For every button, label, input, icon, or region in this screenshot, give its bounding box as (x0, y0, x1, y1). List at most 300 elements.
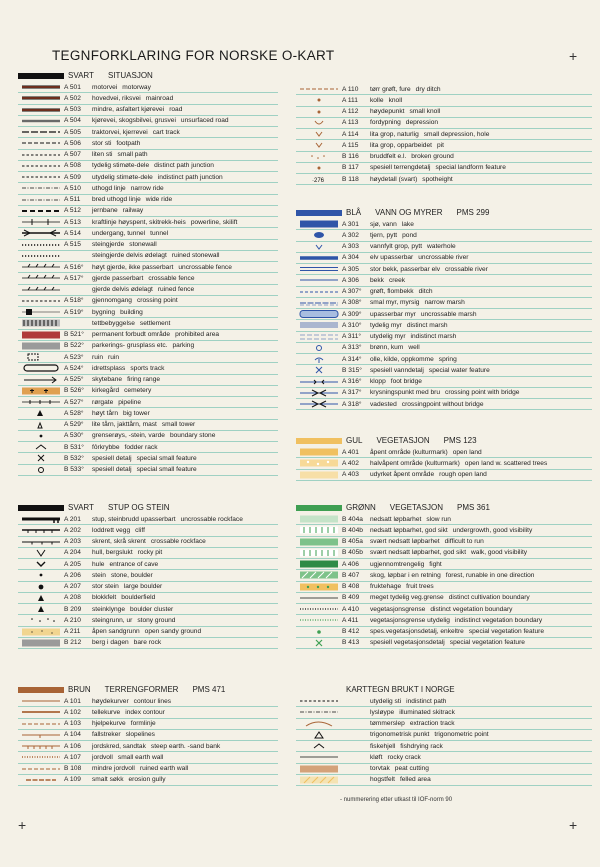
legend-label-en: ruined fence (157, 286, 195, 294)
legend-label-en: crossing point (136, 297, 178, 305)
section-color-swatch (18, 687, 64, 693)
legend-label-en: indistinct vegetation boundary (454, 616, 543, 624)
section-heading-label: PMS 361 (456, 503, 490, 512)
legend-code: A 518° (64, 297, 84, 305)
brown-line-symbol-icon (18, 697, 64, 706)
legend-code: A 519° (64, 308, 84, 316)
legend-row (296, 365, 592, 376)
hatch-symbol-icon (18, 319, 64, 328)
brown-dot-symbol-icon (296, 96, 342, 105)
triangle-symbol-icon (296, 730, 342, 739)
legend-code: A 314° (342, 355, 362, 363)
brown-dash-symbol-icon (296, 85, 342, 94)
legend-row (18, 206, 278, 217)
legend-row (18, 285, 278, 296)
legend-label-no: meget tydelig veg.grense (370, 594, 444, 602)
legend-row (296, 604, 592, 615)
legend-code: B 521° (64, 331, 84, 339)
legend-label-en: unsurfaced road (180, 117, 229, 125)
legend-label-no: vegetasjonsgrense (370, 605, 426, 613)
legend-row (18, 741, 278, 752)
legend-label-en: building (120, 308, 143, 316)
legend-label-no: nedsatt løpbarhet, god sikt (370, 526, 448, 534)
legend-row (18, 150, 278, 161)
legend-row (18, 764, 278, 775)
green-dark-symbol-icon (296, 560, 342, 569)
blue-hatch-light-symbol-icon (296, 332, 342, 341)
legend-row (296, 525, 592, 536)
legend-label-no: utydelig stimøte-dele (92, 173, 153, 181)
legend-label-en: difficult to run (444, 538, 484, 546)
x-symbol-icon (18, 454, 64, 463)
power-symbol-icon (18, 218, 64, 227)
section-color-swatch (18, 505, 64, 511)
legend-label-en: contour lines (133, 697, 172, 705)
legend-code: A 510 (64, 184, 81, 192)
cliff-big-symbol-icon (18, 515, 64, 524)
blue-spring-symbol-icon (296, 355, 342, 364)
legend-label-en: ditch (418, 288, 433, 296)
legend-label-en: settlement (139, 319, 171, 327)
legend-code: A 402 (342, 459, 359, 467)
sandy-symbol-icon (18, 627, 64, 636)
legend-label-no: hogstfelt (370, 776, 395, 784)
legend-label-no: utydelig myr (370, 333, 406, 341)
legend-code: A 515 (64, 241, 81, 249)
legend-label-no: hovedvei, riksvei (92, 94, 141, 102)
legend-row (296, 230, 592, 241)
green-x-symbol-icon (296, 638, 342, 647)
legend-label-no: berg i dagen (92, 639, 129, 647)
legend-row (296, 638, 592, 649)
legend-label-no: steingrunn, ur (92, 616, 133, 624)
green-light-symbol-icon (296, 515, 342, 524)
legend-label-en: formlinje (130, 720, 156, 728)
brown-v-symbol-icon (296, 141, 342, 150)
fence-symbol-icon (18, 285, 64, 294)
legend-label-en: special vegetation feature (468, 628, 544, 636)
legend-label-no: ugjennomtrengelig (370, 560, 425, 568)
legend-row (18, 548, 278, 559)
yellow-felled-symbol-icon (296, 775, 342, 784)
legend-row (296, 399, 592, 410)
section-heading-label: SITUASJON (107, 71, 153, 80)
legend-label-en: special landform feature (435, 164, 506, 172)
section-heading-label: GUL (346, 436, 363, 445)
legend-label-en: distinct vegetation boundary (430, 605, 513, 613)
blue-cross-symbol-icon (296, 388, 342, 397)
legend-row (18, 408, 278, 419)
legend-label-no: kraftlinje høyspent, skitrekk-heis (92, 218, 186, 226)
legend-code: B 404a (342, 515, 363, 523)
green-mid-symbol-icon (296, 537, 342, 546)
legend-row (296, 570, 592, 581)
legend-row (296, 764, 592, 775)
legend-row (18, 273, 278, 284)
green-dots-symbol-icon (296, 616, 342, 625)
legend-row (296, 514, 592, 525)
legend-label-no: lite tårn, jakttårn, mast (92, 421, 157, 429)
legend-label-no: vannfylt grop, pytt (370, 243, 423, 251)
legend-row (296, 458, 592, 469)
legend-code: A 206 (64, 571, 81, 579)
legend-row (18, 707, 278, 718)
legend-row (18, 127, 278, 138)
blue-pond-symbol-icon (296, 231, 342, 240)
legend-row (18, 719, 278, 730)
legend-label-no: åpent område (kulturmark) (370, 448, 448, 456)
legend-label-en: trigonometric point (434, 731, 489, 739)
pipe-symbol-icon (18, 398, 64, 407)
legend-row (296, 537, 592, 548)
legend-code: B 533° (64, 466, 84, 474)
legend-label-en: indistinct marsh (410, 333, 457, 341)
section-gul (296, 435, 592, 481)
red-block-symbol-icon (18, 330, 64, 339)
legend-label-no: permanent forbudt område (92, 331, 171, 339)
blue-thick-symbol-icon (296, 253, 342, 262)
legend-label-en: waterhole (427, 243, 456, 251)
legend-row (18, 442, 278, 453)
legend-label-no: kirkegård (92, 387, 120, 395)
legend-label-en: boundary stone (169, 432, 216, 440)
legend-label-en: undergrowth, good visibility (452, 526, 533, 534)
legend-row (18, 138, 278, 149)
section-color-swatch (296, 438, 342, 444)
section-heading (296, 435, 592, 446)
legend-code: B 405a (342, 538, 363, 546)
legend-code: A 317° (342, 389, 362, 397)
legend-row (18, 752, 278, 763)
section-color-swatch (296, 687, 342, 693)
legend-label-no: spesiell vegetasjonsdetalj (370, 639, 445, 647)
legend-label-en: small tower (161, 421, 196, 429)
legend-label-en: footpath (116, 139, 141, 147)
legend-code: B 209 (64, 605, 82, 613)
legend-label-en: ruin (108, 353, 119, 361)
legend-label-no: gjennomgang (92, 297, 132, 305)
legend-label-no: gjerde delvis ødelagt (92, 286, 153, 294)
dash-dot-symbol-icon (296, 708, 342, 717)
dot-symbol-icon (18, 431, 64, 440)
blue-double-symbol-icon (296, 265, 342, 274)
legend-code: B 412 (342, 628, 360, 636)
legend-row (18, 195, 278, 206)
legend-label-no: skytebane (92, 376, 123, 384)
legend-row (296, 343, 592, 354)
brown-curve-symbol-icon (296, 719, 342, 728)
legend-label-no: stup, steinbrudd upasserbart (92, 515, 176, 523)
brown-dot-symbol-icon (296, 107, 342, 116)
legend-row (296, 95, 592, 106)
legend-code: A 508 (64, 162, 81, 170)
legend-code: A 204 (64, 549, 81, 557)
legend-row (18, 228, 278, 239)
legend-label-no: upasserbar myr (370, 310, 416, 318)
legend-row (296, 163, 592, 174)
brown-dots-symbol-icon (18, 753, 64, 762)
legend-code: A 523° (64, 353, 84, 361)
legend-row (18, 420, 278, 431)
legend-code: A 101 (64, 697, 81, 705)
legend-code: A 303 (342, 243, 359, 251)
legend-code: A 201 (64, 515, 81, 523)
legend-code: B 532° (64, 454, 84, 462)
legend-code: A 530° (64, 432, 84, 440)
legend-code: A 311° (342, 333, 362, 341)
legend-label-no: fiskehjell (370, 742, 396, 750)
blue-v-symbol-icon (296, 242, 342, 251)
legend-label-no: spesiell detalj (92, 466, 132, 474)
legend-code: A 410 (342, 605, 359, 613)
legend-label-no: stor sti (92, 139, 112, 147)
yellow-block-symbol-icon (296, 448, 342, 457)
legend-row (296, 775, 592, 786)
legend-label-en: uncrossable marsh (420, 310, 477, 318)
legend-code: A 524° (64, 364, 84, 372)
legend-row (296, 84, 592, 95)
legend-label-no: bred uthogd linje (92, 196, 141, 204)
legend-label-no: bruddfelt e.l. (370, 153, 407, 161)
legend-code: A 109 (64, 776, 81, 784)
brown-dot-symbol-icon (296, 163, 342, 172)
legend-code: A 310° (342, 321, 362, 329)
legend-row (18, 593, 278, 604)
legend-label-en: dry ditch (415, 85, 441, 93)
legend-label-no: idrettsplass (92, 364, 126, 372)
legend-code: A 211 (64, 628, 81, 636)
legend-code: A 205 (64, 560, 81, 568)
section-heading (18, 70, 278, 81)
legend-label-en: sports track (130, 364, 165, 372)
legend-code: A 208 (64, 594, 81, 602)
legend-code: A 112 (342, 108, 359, 116)
dots-symbol-icon (18, 251, 64, 260)
legend-code: B 407 (342, 571, 360, 579)
legend-code: B 212 (64, 639, 82, 647)
legend-row (296, 309, 592, 320)
legend-code: A 306 (342, 276, 359, 284)
page-title: TEGNFORKLARING FOR NORSKE O-KART (52, 48, 335, 63)
brown-thick-symbol-icon (18, 708, 64, 717)
legend-label-en: open land w. scattered trees (464, 459, 548, 467)
legend-code: A 502 (64, 94, 81, 102)
footnote: - nummerering etter utkast til IOF-norm 90 (340, 797, 453, 803)
legend-label-no: kjørevei, skogsbilvei, grusvei (92, 117, 176, 125)
legend-label-no: bekk (370, 276, 384, 284)
section-heading-label: KARTTEGN BRUKT I NORGE (346, 685, 455, 694)
registration-mark: + (569, 48, 578, 64)
double-black-symbol-icon (18, 83, 64, 92)
legend-label-en: foot bridge (390, 378, 422, 386)
dot-big-symbol-icon (18, 582, 64, 591)
legend-label-en: open sandy ground (144, 628, 202, 636)
dash-short-symbol-icon (18, 296, 64, 305)
double-black-symbol-icon (18, 105, 64, 114)
legend-code: A 202 (64, 526, 81, 534)
legend-code: B 117 (342, 164, 359, 172)
blue-circle-symbol-icon (296, 343, 342, 352)
legend-label-no: motorvei (92, 83, 118, 91)
legend-row (18, 363, 278, 374)
legend-label-no: tømmerslep (370, 720, 405, 728)
legend-label-en: small earth wall (117, 753, 164, 761)
circle-symbol-icon (18, 465, 64, 474)
section-heading (296, 684, 592, 695)
legend-label-en: depression (405, 119, 439, 127)
legend-label-en: illuminated skitrack (399, 708, 455, 716)
legend-code: A 313° (342, 344, 362, 352)
cave-symbol-icon (18, 560, 64, 569)
legend-label-en: narrow marsh (424, 299, 465, 307)
legend-label-no: høydekurver (92, 697, 129, 705)
section-karttegn (296, 684, 592, 786)
legend-row (296, 719, 592, 730)
legend-label-no: jernbane (92, 207, 118, 215)
legend-label-en: open land (452, 448, 482, 456)
section-blaa (296, 207, 592, 410)
legend-row (18, 93, 278, 104)
legend-label-no: brønn, kum (370, 344, 404, 352)
legend-label-no: tjern, pytt (370, 231, 398, 239)
legend-label-no: lysløype (370, 708, 395, 716)
section-heading (296, 207, 592, 218)
legend-row (18, 183, 278, 194)
legend-label-en: fruit trees (406, 583, 434, 591)
legend-row (296, 447, 592, 458)
legend-code: B 531° (64, 443, 84, 451)
legend-row (18, 775, 278, 786)
legend-label-en: pipeline (118, 398, 141, 406)
legend-label-en: firing range (127, 376, 161, 384)
legend-label-en: felled area (399, 776, 431, 784)
range-symbol-icon (18, 375, 64, 384)
legend-label-no: hule (92, 560, 105, 568)
legend-row (18, 116, 278, 127)
legend-label-no: høyt gjerde, ikke passerbart (92, 263, 174, 271)
legend-label-en: crossingpoint without bridge (401, 400, 484, 408)
legend-row (18, 82, 278, 93)
cliff-small-symbol-icon (18, 537, 64, 546)
blue-marsh-big-symbol-icon (296, 310, 342, 319)
legend-row (18, 296, 278, 307)
legend-label-no: høyt tårn (92, 409, 119, 417)
legend-label-en: indistinct path junction (157, 173, 223, 181)
section-heading-label: PMS 299 (456, 208, 490, 217)
brown-v-symbol-icon (296, 130, 342, 139)
legend-label-no: kolle (370, 96, 384, 104)
legend-code: A 503 (64, 106, 81, 114)
brown-bank-symbol-icon (18, 742, 64, 751)
legend-label-no: smalt søkk (92, 776, 124, 784)
legend-label-no: steinklynge (92, 605, 125, 613)
legend-code: B 108 (64, 765, 82, 773)
legend-label-en: special vegetation feature (449, 639, 525, 647)
legend-label-en: steep earth. -sand bank (150, 742, 221, 750)
blue-cross-symbol-icon (296, 400, 342, 409)
legend-label-en: broken ground (411, 153, 454, 161)
legend-label-en: cliff (135, 526, 145, 534)
legend-label-en: motorway (122, 83, 151, 91)
registration-mark: + (18, 817, 27, 833)
legend-row (296, 320, 592, 331)
legend-code: A 506 (64, 139, 81, 147)
legend-row (296, 129, 592, 140)
brown-u-symbol-icon (296, 118, 342, 127)
legend-row (296, 593, 592, 604)
legend-label-no: parkerings- grusplass etc. (92, 342, 168, 350)
legend-code: A 113 (342, 119, 359, 127)
blue-bridge-symbol-icon (296, 377, 342, 386)
legend-code: A 516° (64, 263, 84, 271)
brown-dash-symbol-icon (18, 719, 64, 728)
legend-label-en: ruined earth wall (139, 765, 189, 773)
spot-symbol-icon (296, 175, 342, 184)
legend-label-no: bygning (92, 308, 116, 316)
legend-row (296, 470, 592, 481)
legend-code: A 512 (64, 207, 81, 215)
legend-label-no: loddrett vegg (92, 526, 131, 534)
legend-label-no: tydelig stimøte-dele (92, 162, 150, 170)
legend-label-en: fight (429, 560, 442, 568)
blue-block-symbol-icon (296, 220, 342, 229)
legend-label-en: distinct path junction (154, 162, 214, 170)
fence-symbol-icon (18, 263, 64, 272)
legend-row (18, 514, 278, 525)
blue-hatch-symbol-icon (296, 321, 342, 330)
legend-label-en: uncrossable river (418, 254, 469, 262)
legend-label-en: walk, good visibility (471, 549, 528, 557)
black-line-symbol-icon (296, 753, 342, 762)
legend-label-en: cemetery (124, 387, 152, 395)
legend-code: B 118 (342, 175, 359, 183)
legend-label-en: rough open land (439, 471, 487, 479)
legend-label-no: nedsatt løpbarhet (370, 515, 422, 523)
section-color-swatch (296, 505, 342, 511)
legend-label-en: pond (402, 231, 417, 239)
legend-label-no: grenserøys, -stein, varde (92, 432, 165, 440)
legend-code: A 517° (64, 274, 84, 282)
dash-short-symbol-icon (18, 173, 64, 182)
tunnel-symbol-icon (18, 229, 64, 238)
legend-row (18, 696, 278, 707)
green-orchard-symbol-icon (296, 582, 342, 591)
section-color-swatch (296, 210, 342, 216)
section-heading (18, 502, 278, 513)
grey-block-symbol-icon (18, 638, 64, 647)
section-svart-stup (18, 502, 278, 649)
legend-label-no: smal myr, myrsig (370, 299, 420, 307)
legend-label-no: tettbebyggelse (92, 319, 135, 327)
legend-code: B 116 (342, 153, 359, 161)
legend-label-no: tellekurve (92, 708, 121, 716)
legend-label-en: crossable rockface (150, 538, 206, 546)
cliff-symbol-icon (18, 526, 64, 535)
legend-code: A 527° (64, 398, 84, 406)
registration-mark: + (569, 817, 578, 833)
legend-label-en: creek (388, 276, 406, 284)
legend-row (296, 582, 592, 593)
rail-symbol-icon (18, 206, 64, 215)
stony-symbol-icon (18, 616, 64, 625)
legend-label-no: spes.vegetasjonsdetalj, enkeltre (370, 628, 464, 636)
legend-row (18, 217, 278, 228)
dash-short-symbol-icon (296, 697, 342, 706)
legend-row (296, 548, 592, 559)
legend-label-no: jordskred, sandtak (92, 742, 146, 750)
legend-code: A 316° (342, 378, 362, 386)
legend-row (18, 453, 278, 464)
